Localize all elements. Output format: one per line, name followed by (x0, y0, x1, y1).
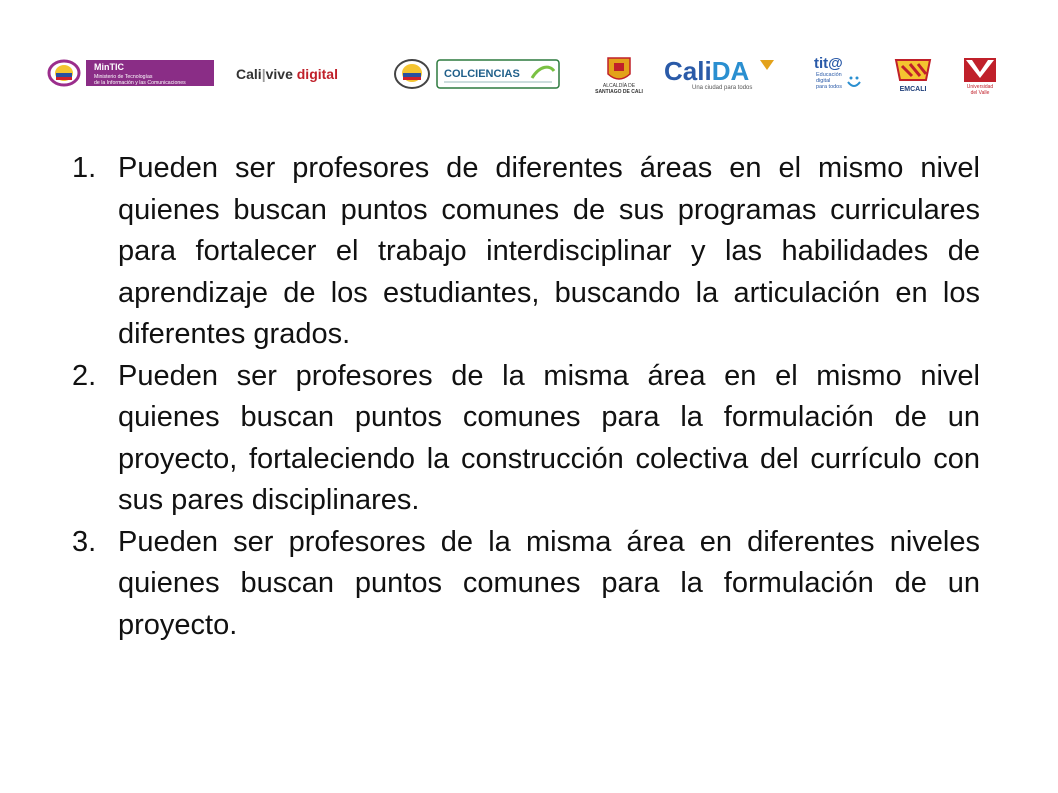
mintic-logo (44, 58, 216, 88)
list-item-text: Pueden ser profesores de la misma área en el mismo nivel quienes buscan puntos comunes para la formulación de un proyecto, fortaleciendo la construcción colectiva del currículo con sus pares disciplinares. (118, 359, 980, 516)
colciencias-label: COLCIENCIAS (444, 68, 520, 80)
list-item-number: 2. (72, 359, 97, 392)
svg-text:Cali|vive digital: Cali|vive digital (236, 66, 338, 82)
list-item-number: 3. (72, 525, 97, 558)
logo-bar (40, 52, 1018, 98)
calida-label-2: DA (711, 58, 750, 86)
cali-vive-part-3: digital (296, 66, 338, 82)
colombia-shield-logo (392, 58, 432, 90)
calida-tagline: Una ciudad para todos (692, 85, 753, 91)
numbered-list (60, 148, 980, 646)
calida-logo (664, 58, 794, 92)
tita-logo (812, 54, 866, 96)
alcaldia-line-1: ALCALDÍA DE (602, 83, 636, 89)
list-item-number: 1. (72, 152, 97, 184)
univalle-logo (960, 56, 1000, 96)
cali-vive-digital-logo (236, 64, 376, 84)
tita-line-1: Educación (816, 72, 842, 78)
cali-vive-part-2: vive (265, 66, 293, 82)
emcali-label: EMCALI (899, 86, 927, 93)
svg-text:CaliDA (664, 58, 749, 86)
tita-line-3: para todos (816, 84, 842, 90)
univalle-line-1: Universidad (966, 84, 994, 90)
tita-label: tit@ (814, 55, 843, 72)
mintic-subtitle-2: de la Información y las Comunicaciones (94, 80, 186, 86)
alcaldia-line-2: SANTIAGO DE CALI (595, 89, 643, 95)
list-item-text: Pueden ser profesores de la misma área en diferentes niveles quienes buscan puntos comunes para la formulación de un proyecto. (118, 525, 980, 641)
calida-label-1: Cali (664, 58, 712, 86)
list-item (60, 522, 980, 647)
tita-line-2: digital (816, 78, 831, 84)
cali-vive-part-1: Cali (236, 66, 262, 82)
list-item (60, 356, 980, 522)
alcaldia-cali-logo (588, 56, 650, 96)
emcali-logo (892, 56, 934, 96)
univalle-line-2: del Valle (970, 90, 990, 96)
mintic-title: MinTIC (94, 62, 124, 72)
mintic-subtitle-1: Ministerio de Tecnologías (94, 74, 153, 80)
list-item (60, 148, 980, 356)
list-item-text: Pueden ser profesores de diferentes áreas en el mismo nivel quienes buscan puntos comunes de sus programas curriculares para fortalecer el trabajo interdisciplinar y las habilidades de aprendizaje de los estudiantes, buscando la articulación en los diferentes grados. (118, 152, 980, 350)
colciencias-logo (436, 59, 560, 89)
